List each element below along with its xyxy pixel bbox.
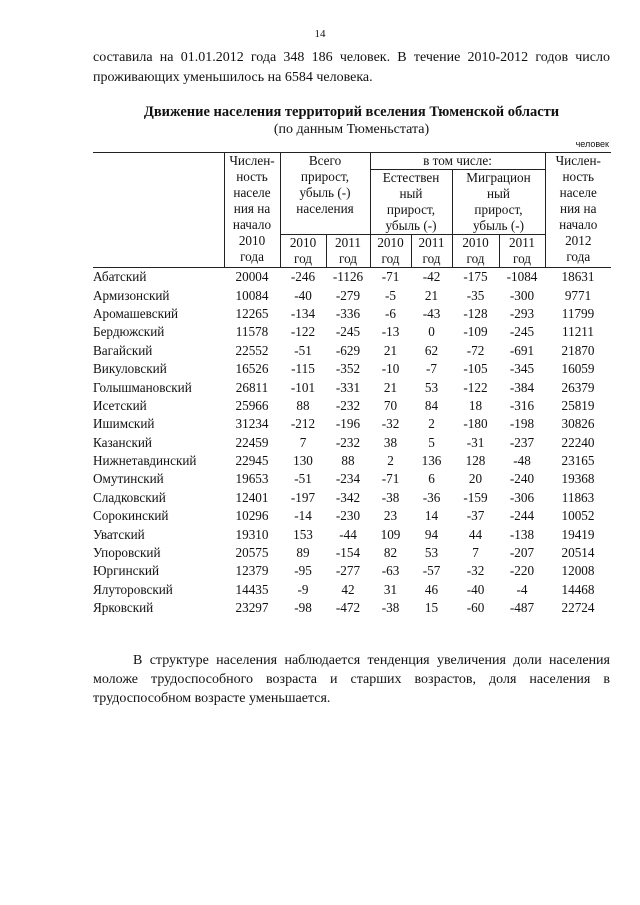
cell-nat2010: 70 [383, 397, 398, 413]
cell-pop2012: 11799 [561, 305, 595, 321]
table-row [93, 360, 611, 378]
cell-mig2010: -122 [463, 379, 488, 395]
header-line: 2012 [565, 233, 592, 248]
cell-pop2010: 10296 [235, 508, 269, 524]
header-migration-2011 [499, 235, 545, 268]
header-blank [93, 153, 224, 268]
intro-paragraph: составила на 01.01.2012 года 348 186 человек. В течение 2010-2012 годов число проживающих уменьшилось на 6584 человека. [93, 50, 610, 85]
cell-mig2010: -32 [466, 563, 485, 579]
cell-nat2010: 23 [383, 508, 398, 524]
cell-total2011: -336 [335, 305, 361, 321]
district-name: Казанский [93, 434, 152, 450]
header-line: года [566, 249, 591, 264]
cell-nat2011: 6 [428, 471, 435, 487]
header-line: населе [559, 185, 597, 200]
cell-mig2010: -128 [463, 305, 488, 321]
district-name: Сорокинский [93, 508, 169, 524]
cell-mig2011: -244 [509, 508, 535, 524]
cell-nat2010: -32 [381, 416, 400, 432]
cell-mig2011: -316 [509, 397, 535, 413]
header-line: год [293, 251, 312, 266]
table-row [93, 470, 611, 488]
header-line: ния на [560, 201, 597, 216]
cell-pop2010: 22459 [235, 434, 269, 450]
header-line: год [512, 251, 531, 266]
cell-mig2010: -109 [463, 324, 488, 340]
closing-text: В структуре населения наблюдается тенденция увеличения доли населения моложе трудоспособного возраста и старших возрастов, доля населения в трудоспособном возрасте уменьшается. [93, 653, 610, 706]
cell-nat2011: -7 [426, 361, 437, 377]
header-natural [370, 170, 452, 235]
cell-mig2011: -240 [509, 471, 535, 487]
table-row [93, 397, 611, 415]
cell-nat2010: -71 [381, 471, 400, 487]
cell-pop2012: 20514 [561, 545, 595, 561]
cell-nat2010: -38 [381, 489, 400, 505]
cell-total2011: -472 [335, 600, 361, 616]
cell-total2011: 88 [341, 453, 355, 469]
cell-nat2011: 15 [424, 600, 439, 616]
cell-total2011: -342 [335, 489, 361, 505]
cell-pop2010: 11578 [235, 324, 269, 340]
header-line: ния на [233, 201, 271, 216]
cell-mig2011: -384 [509, 379, 535, 395]
cell-nat2011: 46 [424, 581, 439, 597]
header-line: года [240, 249, 264, 264]
cell-nat2010: -38 [381, 600, 400, 616]
district-name: Ялуторовский [93, 581, 173, 597]
cell-nat2011: 94 [424, 526, 439, 542]
cell-pop2010: 31234 [235, 416, 269, 432]
district-name: Юргинский [93, 563, 160, 579]
header-line: начало [559, 217, 598, 232]
cell-total2011: -232 [335, 434, 361, 450]
cell-pop2012: 12008 [561, 563, 595, 579]
cell-total2011: -44 [339, 526, 357, 542]
cell-total2011: -234 [335, 471, 361, 487]
header-migration-2010 [452, 235, 499, 268]
cell-pop2012: 26379 [561, 379, 595, 395]
header-line: ность [236, 169, 268, 184]
cell-nat2010: -5 [385, 287, 396, 303]
cell-mig2011: -4 [516, 581, 528, 597]
district-name: Армизонский [93, 287, 170, 303]
cell-nat2010: 109 [380, 526, 401, 542]
cell-nat2011: -57 [422, 563, 441, 579]
unit-label: человек [575, 139, 609, 149]
cell-mig2011: -293 [509, 305, 535, 321]
header-pop-end [545, 153, 611, 268]
cell-mig2010: 128 [465, 453, 486, 469]
district-name: Уватский [93, 526, 145, 542]
table-row [93, 489, 611, 507]
header-line: Миграцион [466, 170, 531, 185]
district-name: Омутинский [93, 471, 164, 487]
header-line: убыль (-) [385, 218, 437, 233]
table-row [93, 342, 611, 360]
cell-total2011: -232 [335, 397, 361, 413]
cell-total2010: -212 [290, 416, 316, 432]
cell-total2010: -95 [294, 563, 312, 579]
header-including: в том числе: [370, 153, 545, 170]
cell-total2011: -245 [335, 324, 361, 340]
header-natural-2011 [411, 235, 452, 268]
table-row [93, 268, 611, 287]
cell-total2011: -352 [335, 361, 361, 377]
header-line: год [422, 251, 441, 266]
cell-mig2010: -31 [466, 434, 485, 450]
district-name: Нижнетавдинский [93, 453, 197, 469]
cell-nat2010: -6 [385, 305, 396, 321]
cell-nat2011: -43 [422, 305, 441, 321]
cell-total2010: -122 [290, 324, 316, 340]
header-line: год [381, 251, 400, 266]
cell-pop2010: 26811 [235, 379, 269, 395]
cell-total2010: 153 [293, 526, 313, 542]
cell-mig2010: -180 [463, 416, 488, 432]
cell-pop2012: 16059 [561, 361, 595, 377]
header-line: прирост, [386, 202, 436, 217]
table-row [93, 581, 611, 599]
cell-pop2012: 30826 [561, 416, 595, 432]
header-line: убыль (-) [472, 218, 525, 233]
cell-total2010: 130 [293, 453, 313, 469]
closing-paragraph [93, 651, 610, 708]
table-row [93, 305, 611, 323]
header-line: Всего [308, 153, 342, 168]
cell-pop2010: 19653 [235, 471, 269, 487]
cell-mig2011: -1084 [506, 269, 538, 285]
table-row [93, 415, 611, 433]
cell-total2010: -40 [294, 287, 312, 303]
cell-pop2010: 14435 [235, 581, 269, 597]
table-row [93, 507, 611, 525]
cell-total2010: -197 [290, 489, 316, 505]
header-line: прирост, [300, 169, 350, 184]
cell-pop2012: 11863 [561, 489, 595, 505]
cell-nat2011: -36 [422, 489, 441, 505]
header-migration [452, 170, 545, 235]
header-line: 2010 [238, 233, 266, 248]
cell-pop2010: 12265 [235, 305, 269, 321]
cell-nat2011: 0 [428, 324, 435, 340]
cell-pop2012: 18631 [561, 269, 595, 285]
table-row [93, 286, 611, 304]
cell-nat2010: 21 [383, 342, 398, 358]
cell-pop2012: 9771 [564, 287, 592, 303]
cell-pop2010: 12401 [235, 489, 269, 505]
cell-pop2010: 22552 [235, 342, 269, 358]
header-line: ность [562, 169, 595, 184]
table-row [93, 323, 611, 341]
cell-nat2010: -10 [381, 361, 400, 377]
district-name: Ишимский [93, 416, 155, 432]
cell-nat2010: 82 [383, 545, 398, 561]
cell-nat2011: 53 [424, 545, 439, 561]
header-line: Числен- [229, 153, 275, 168]
table-row [93, 434, 611, 452]
cell-mig2011: -237 [509, 434, 535, 450]
cell-pop2012: 22724 [561, 600, 595, 616]
cell-nat2010: -63 [381, 563, 400, 579]
cell-pop2012: 21870 [561, 342, 595, 358]
cell-mig2011: -306 [509, 489, 535, 505]
cell-total2011: -331 [335, 379, 361, 395]
table-row [93, 544, 611, 562]
cell-pop2010: 19310 [235, 526, 269, 542]
header-line: населения [296, 201, 354, 216]
cell-total2011: -230 [335, 508, 361, 524]
cell-nat2011: 21 [424, 287, 439, 303]
cell-nat2010: 31 [383, 581, 398, 597]
cell-total2011: -1126 [332, 269, 364, 285]
cell-mig2011: -300 [509, 287, 535, 303]
cell-nat2011: -42 [422, 269, 441, 285]
cell-mig2010: -37 [466, 508, 485, 524]
header-line: 2011 [335, 235, 361, 250]
cell-total2010: 7 [299, 434, 307, 450]
cell-total2011: 42 [341, 581, 355, 597]
table-row [93, 525, 611, 543]
cell-mig2010: -175 [463, 269, 488, 285]
cell-total2011: -154 [335, 545, 361, 561]
header-line: убыль (-) [299, 185, 351, 200]
cell-mig2011: -48 [513, 453, 531, 469]
cell-total2010: -51 [294, 342, 312, 358]
table-body [93, 268, 611, 618]
cell-mig2010: -40 [466, 581, 485, 597]
cell-mig2010: 18 [468, 397, 483, 413]
header-total [280, 153, 370, 235]
header-line: 2010 [462, 235, 489, 250]
cell-mig2011: -691 [509, 342, 535, 358]
header-line: год [338, 251, 357, 266]
header-line: начало [232, 217, 272, 232]
cell-total2010: -98 [294, 600, 312, 616]
cell-mig2010: -35 [466, 287, 485, 303]
header-total-2011 [326, 235, 370, 268]
table-row [93, 452, 611, 470]
cell-total2011: -279 [335, 287, 361, 303]
cell-total2010: -134 [290, 305, 316, 321]
cell-nat2011: 53 [424, 379, 439, 395]
cell-pop2012: 22240 [561, 434, 595, 450]
table-row [93, 378, 611, 396]
header-line: 2010 [289, 235, 317, 250]
district-name: Ярковский [93, 600, 154, 616]
header-line: год [466, 251, 485, 266]
cell-pop2010: 10084 [235, 287, 269, 303]
cell-total2011: -277 [335, 563, 361, 579]
cell-nat2010: 2 [387, 453, 394, 469]
header-total-2010 [280, 235, 326, 268]
cell-mig2010: -159 [463, 489, 488, 505]
cell-total2010: -246 [290, 269, 316, 285]
header-line: ный [487, 186, 510, 201]
cell-pop2010: 22945 [235, 453, 269, 469]
cell-mig2011: -487 [509, 600, 535, 616]
district-name: Бердюжский [93, 324, 165, 340]
cell-mig2011: -345 [509, 361, 535, 377]
cell-pop2012: 11211 [562, 324, 594, 340]
district-name: Абатский [93, 269, 147, 285]
cell-mig2011: -198 [509, 416, 535, 432]
cell-total2010: -101 [290, 379, 316, 395]
population-table [93, 152, 611, 617]
header-line: прирост, [474, 202, 523, 217]
cell-mig2011: -138 [509, 526, 535, 542]
header-line: Числен- [555, 153, 601, 168]
cell-nat2010: 38 [383, 434, 398, 450]
header-line: Естествен [382, 170, 440, 185]
cell-mig2011: -220 [509, 563, 535, 579]
cell-nat2011: 62 [424, 342, 439, 358]
district-name: Аромашевский [93, 305, 179, 321]
cell-mig2010: 20 [468, 471, 483, 487]
cell-pop2010: 23297 [235, 600, 269, 616]
cell-pop2010: 20004 [235, 269, 269, 285]
district-name: Исетский [93, 397, 147, 413]
cell-pop2010: 12379 [235, 563, 269, 579]
cell-pop2010: 20575 [235, 545, 269, 561]
cell-total2010: 88 [296, 397, 310, 413]
cell-pop2012: 10052 [561, 508, 595, 524]
page-number: 14 [314, 28, 326, 40]
cell-mig2010: -60 [466, 600, 485, 616]
cell-total2010: -14 [294, 508, 312, 524]
district-name: Сладковский [93, 489, 166, 505]
table-row [93, 562, 611, 580]
cell-nat2010: -13 [381, 324, 400, 340]
header-natural-2010 [370, 235, 411, 268]
cell-nat2011: 14 [424, 508, 439, 524]
cell-total2010: -51 [294, 471, 312, 487]
cell-nat2011: 84 [424, 397, 439, 413]
cell-total2011: -629 [335, 342, 361, 358]
cell-mig2010: 7 [472, 545, 479, 561]
table-row [93, 599, 611, 617]
cell-nat2011: 5 [428, 434, 435, 450]
district-name: Упоровский [93, 545, 161, 561]
cell-pop2012: 19368 [561, 471, 595, 487]
cell-nat2010: 21 [383, 379, 398, 395]
cell-mig2011: -245 [509, 324, 535, 340]
cell-nat2011: 136 [421, 453, 442, 469]
table-subtitle: (по данным Тюменьстата) [273, 122, 430, 137]
cell-mig2010: -105 [463, 361, 488, 377]
cell-pop2012: 19419 [561, 526, 595, 542]
cell-total2010: -9 [297, 581, 309, 597]
cell-pop2010: 16526 [235, 361, 269, 377]
cell-total2011: -196 [335, 416, 361, 432]
header-line: населе [233, 185, 271, 200]
cell-pop2012: 23165 [561, 453, 595, 469]
cell-total2010: -115 [291, 361, 315, 377]
cell-pop2012: 25819 [561, 397, 595, 413]
header-line: 2010 [377, 235, 404, 250]
district-name: Голышмановский [93, 379, 192, 395]
district-name: Вагайский [93, 342, 153, 358]
cell-mig2010: 44 [468, 526, 483, 542]
cell-total2010: 89 [296, 545, 310, 561]
cell-nat2010: -71 [381, 269, 400, 285]
cell-mig2011: -207 [509, 545, 535, 561]
header-line: 2011 [418, 235, 445, 250]
cell-mig2010: -72 [466, 342, 485, 358]
cell-pop2012: 14468 [561, 581, 595, 597]
header-pop-start [224, 153, 280, 268]
header-line: 2011 [509, 235, 535, 250]
cell-pop2010: 25966 [235, 397, 269, 413]
header-line: ный [399, 186, 423, 201]
cell-nat2011: 2 [428, 416, 435, 432]
table-title: Движение населения территорий вселения Тюменской области [143, 104, 560, 120]
district-name: Викуловский [93, 361, 167, 377]
